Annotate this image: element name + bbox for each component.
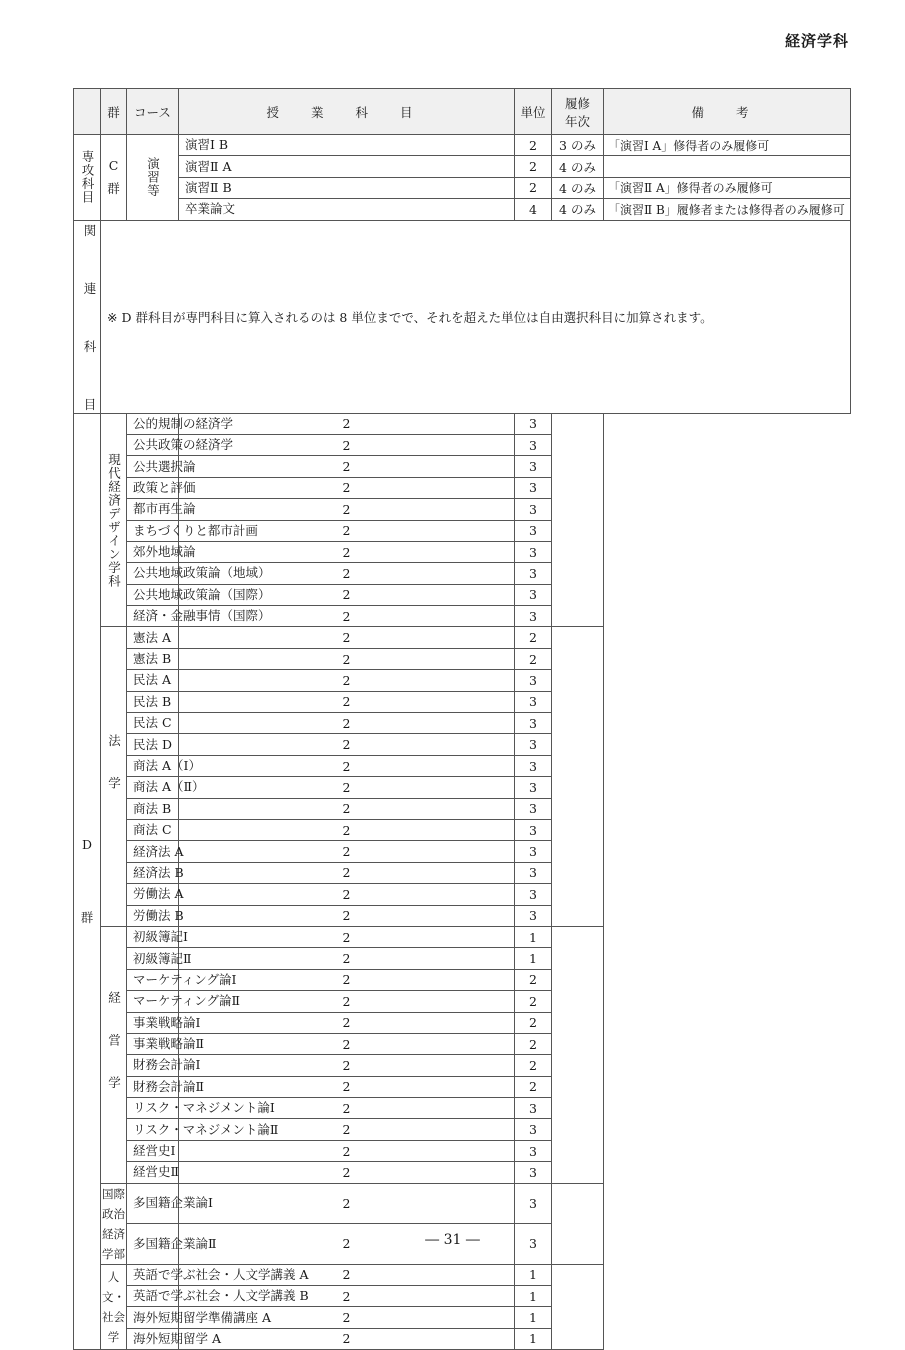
course-cell — [101, 413, 127, 627]
table-row — [74, 798, 851, 819]
table-row — [74, 926, 851, 947]
credit-cell: 2 — [179, 1307, 515, 1328]
group-c-suffix: 群 — [107, 180, 120, 196]
table-row — [74, 413, 851, 434]
credit-cell: 2 — [179, 670, 515, 691]
subject-cell: 商法 B — [127, 798, 179, 819]
table-row — [74, 135, 851, 156]
subject-cell: 憲法 B — [127, 648, 179, 669]
table-row — [74, 905, 851, 926]
year-cell: 3 — [515, 1098, 552, 1119]
subject-cell: マーケティング論Ⅱ — [127, 991, 179, 1012]
table-row — [74, 477, 851, 498]
table-row — [74, 1098, 851, 1119]
year-cell: 2 — [515, 969, 552, 990]
year-cell: 2 — [515, 1055, 552, 1076]
note-cell — [552, 926, 604, 1183]
table-row — [74, 1162, 851, 1183]
year-cell: 3 — [515, 520, 552, 541]
year-cell: 3 — [515, 862, 552, 883]
credit-cell: 2 — [179, 1076, 515, 1097]
subject-cell: 民法 C — [127, 713, 179, 734]
subject-cell: 英語で学ぶ社会・人文学講義 A — [127, 1264, 179, 1285]
group-d — [74, 413, 101, 1350]
credit-cell: 2 — [179, 884, 515, 905]
subject-cell: 民法 A — [127, 670, 179, 691]
subject-cell: 公共地域政策論（地域） — [127, 563, 179, 584]
year-cell: 1 — [515, 1307, 552, 1328]
note-cell — [552, 1183, 604, 1264]
credit-cell: 2 — [179, 520, 515, 541]
credit-cell: 2 — [179, 969, 515, 990]
table-row — [74, 841, 851, 862]
credit-cell: 2 — [179, 434, 515, 455]
year-cell: 2 — [515, 1076, 552, 1097]
year-cell: 3 — [515, 734, 552, 755]
subject-cell: 経営史Ⅱ — [127, 1162, 179, 1183]
table-row — [74, 499, 851, 520]
credit-cell: 2 — [179, 413, 515, 434]
credit-cell: 2 — [179, 1286, 515, 1307]
credit-cell: 2 — [179, 777, 515, 798]
credit-cell: 2 — [179, 627, 515, 648]
subject-cell: 事業戦略論Ⅰ — [127, 1012, 179, 1033]
header-group: 群 — [101, 89, 127, 135]
credit-cell: 2 — [179, 1098, 515, 1119]
subject-cell: 政策と評価 — [127, 477, 179, 498]
year-cell: 2 — [515, 991, 552, 1012]
year-cell: 4 のみ — [552, 177, 604, 198]
credit-cell: 2 — [179, 713, 515, 734]
category-major — [74, 135, 101, 221]
table-row — [74, 606, 851, 627]
year-cell: 3 — [515, 499, 552, 520]
note-cell: 「演習Ⅱ B」履修者または修得者のみ履修可 — [604, 199, 851, 220]
credit-cell: 2 — [179, 841, 515, 862]
credit-cell: 2 — [179, 1119, 515, 1140]
category-related-label — [80, 221, 100, 413]
credit-cell: 2 — [179, 606, 515, 627]
note-cell — [552, 1264, 604, 1350]
table-row — [74, 969, 851, 990]
credit-cell: 2 — [179, 926, 515, 947]
table-row — [74, 1119, 851, 1140]
year-cell: 3 — [515, 777, 552, 798]
subject-cell: 海外短期留学準備講座 A — [127, 1307, 179, 1328]
credit-cell: 2 — [179, 948, 515, 969]
table-row — [74, 991, 851, 1012]
table-row — [74, 1033, 851, 1054]
table-header — [74, 89, 851, 135]
credit-cell: 2 — [179, 563, 515, 584]
year-cell: 3 — [515, 713, 552, 734]
table-row — [74, 520, 851, 541]
course-seminar — [127, 135, 179, 221]
course-name-line: 社会学 — [102, 1309, 125, 1344]
credit-cell: 2 — [179, 691, 515, 712]
subject-cell: 都市再生論 — [127, 499, 179, 520]
header-blank — [74, 89, 101, 135]
table-row — [74, 541, 851, 562]
year-cell: 3 — [515, 434, 552, 455]
subject-cell: まちづくりと都市計画 — [127, 520, 179, 541]
table-row — [74, 1183, 851, 1224]
category-major-label: 専攻科目 — [80, 150, 95, 205]
credit-cell: 2 — [515, 177, 552, 198]
category-related-char: 関 — [83, 222, 97, 238]
year-cell: 1 — [515, 1264, 552, 1285]
table-row — [74, 563, 851, 584]
credit-cell: 2 — [179, 456, 515, 477]
year-cell: 2 — [515, 1033, 552, 1054]
year-cell: 3 — [515, 541, 552, 562]
year-cell: 3 — [515, 798, 552, 819]
credit-cell: 2 — [515, 156, 552, 177]
subject-cell: 民法 D — [127, 734, 179, 755]
table-row — [74, 1264, 851, 1285]
note-cell — [604, 156, 851, 177]
subject-cell: リスク・マネジメント論Ⅱ — [127, 1119, 179, 1140]
group-d-letter: D — [81, 836, 93, 852]
header-year-line2: 年次 — [564, 113, 590, 129]
table-row — [74, 1328, 851, 1349]
table-row — [74, 755, 851, 776]
table-row — [74, 1012, 851, 1033]
table-row — [74, 156, 851, 177]
year-cell: 3 — [515, 1140, 552, 1161]
year-cell: 3 — [515, 841, 552, 862]
credit-cell: 2 — [179, 905, 515, 926]
subject-cell: 商法 A（Ⅱ） — [127, 777, 179, 798]
group-d-notice: ※ D 群科目が専門科目に算入されるのは 8 単位までで、それを超えた単位は自由選択科目に加算されます。 — [101, 220, 851, 413]
year-cell: 2 — [515, 1012, 552, 1033]
year-cell: 1 — [515, 1328, 552, 1349]
table-row — [74, 1055, 851, 1076]
credit-cell: 2 — [179, 1328, 515, 1349]
table-row — [74, 456, 851, 477]
credit-cell: 2 — [179, 1033, 515, 1054]
year-cell: 2 — [515, 627, 552, 648]
course-cell — [101, 1183, 127, 1264]
credit-cell: 2 — [179, 499, 515, 520]
year-cell: 3 — [515, 884, 552, 905]
year-cell: 3 — [515, 563, 552, 584]
credit-cell: 2 — [179, 798, 515, 819]
table-row — [74, 670, 851, 691]
course-name-line: 人文・ — [102, 1269, 125, 1304]
course-name: 経営学 — [106, 991, 122, 1119]
credit-cell: 2 — [179, 755, 515, 776]
header-subject: 授 業 科 目 — [179, 89, 515, 135]
course-name: 現代経済デザイン学科 — [106, 452, 122, 588]
credit-cell: 4 — [515, 199, 552, 220]
subject-cell: 演習Ⅱ A — [179, 156, 515, 177]
category-related-char: 連 — [83, 280, 97, 296]
table-row — [74, 434, 851, 455]
subject-cell: 経済法 B — [127, 862, 179, 883]
year-cell: 3 — [515, 905, 552, 926]
credit-cell: 2 — [179, 1183, 515, 1224]
year-cell: 3 — [515, 1183, 552, 1224]
year-cell: 3 — [515, 1119, 552, 1140]
year-cell: 3 — [515, 1224, 552, 1265]
page-number: ― 31 ― — [425, 1232, 480, 1248]
subject-cell: 財務会計論Ⅰ — [127, 1055, 179, 1076]
subject-cell: 多国籍企業論Ⅱ — [127, 1224, 179, 1265]
department-title: 経済学科 — [784, 32, 849, 50]
subject-cell: 多国籍企業論Ⅰ — [127, 1183, 179, 1224]
course-cell — [101, 1264, 127, 1350]
table-row — [74, 713, 851, 734]
course-cell — [101, 926, 127, 1183]
credit-cell: 2 — [179, 1162, 515, 1183]
credit-cell: 2 — [179, 1264, 515, 1285]
subject-cell: 公共政策の経済学 — [127, 434, 179, 455]
credit-cell: 2 — [179, 734, 515, 755]
table-row — [74, 691, 851, 712]
credit-cell: 2 — [179, 991, 515, 1012]
table-row — [74, 1286, 851, 1307]
table-row — [74, 177, 851, 198]
year-cell: 3 — [515, 691, 552, 712]
year-cell: 3 — [515, 670, 552, 691]
subject-cell: 演習Ⅱ B — [179, 177, 515, 198]
year-cell: 3 — [515, 584, 552, 605]
year-cell: 4 のみ — [552, 156, 604, 177]
credit-cell: 2 — [179, 1012, 515, 1033]
course-name-line: 経済学部 — [102, 1226, 125, 1261]
subject-cell: 初級簿記Ⅱ — [127, 948, 179, 969]
group-c-letter: C — [108, 157, 119, 173]
curriculum-table — [73, 88, 851, 1350]
year-cell: 1 — [515, 926, 552, 947]
note-cell — [552, 627, 604, 926]
header-credit: 単位 — [515, 89, 552, 135]
header-note: 備 考 — [604, 89, 851, 135]
year-cell: 3 — [515, 413, 552, 434]
year-cell: 3 — [515, 755, 552, 776]
table-row — [74, 199, 851, 220]
course-cell — [101, 627, 127, 926]
subject-cell: マーケティング論Ⅰ — [127, 969, 179, 990]
group-d-suffix: 群 — [80, 909, 94, 925]
table-row — [74, 1140, 851, 1161]
subject-cell: 郊外地域論 — [127, 541, 179, 562]
credit-cell: 2 — [179, 477, 515, 498]
subject-cell: 労働法 A — [127, 884, 179, 905]
year-cell: 1 — [515, 948, 552, 969]
credit-cell: 2 — [179, 1140, 515, 1161]
category-related — [74, 220, 101, 413]
table-row — [74, 884, 851, 905]
year-cell: 3 — [515, 606, 552, 627]
table-row — [74, 862, 851, 883]
table-row — [74, 1076, 851, 1097]
credit-cell: 2 — [179, 648, 515, 669]
subject-cell: 労働法 B — [127, 905, 179, 926]
subject-cell: 民法 B — [127, 691, 179, 712]
table-row — [74, 819, 851, 840]
subject-cell: 演習Ⅰ B — [179, 135, 515, 156]
subject-cell: 初級簿記Ⅰ — [127, 926, 179, 947]
year-cell: 3 — [515, 456, 552, 477]
credit-cell: 2 — [179, 541, 515, 562]
credit-cell: 2 — [179, 1055, 515, 1076]
year-cell: 3 のみ — [552, 135, 604, 156]
subject-cell: 公共選択論 — [127, 456, 179, 477]
credit-cell: 2 — [179, 862, 515, 883]
course-seminar-label: 演習等 — [145, 157, 161, 198]
year-cell: 4 のみ — [552, 199, 604, 220]
table-row — [74, 648, 851, 669]
header-year — [552, 89, 604, 135]
year-cell: 3 — [515, 1162, 552, 1183]
table-row — [74, 777, 851, 798]
header-course: コース — [127, 89, 179, 135]
subject-cell: 憲法 A — [127, 627, 179, 648]
table-row — [74, 1307, 851, 1328]
table-row — [74, 948, 851, 969]
table-row — [74, 734, 851, 755]
year-cell: 3 — [515, 819, 552, 840]
category-related-char: 目 — [83, 396, 97, 412]
subject-cell: 海外短期留学 A — [127, 1328, 179, 1349]
credit-cell: 2 — [515, 135, 552, 156]
note-cell: 「演習Ⅱ A」修得者のみ履修可 — [604, 177, 851, 198]
subject-cell: 財務会計論Ⅱ — [127, 1076, 179, 1097]
subject-cell: 公共地域政策論（国際） — [127, 584, 179, 605]
subject-cell: 卒業論文 — [179, 199, 515, 220]
subject-cell: 公的規制の経済学 — [127, 413, 179, 434]
year-cell: 1 — [515, 1286, 552, 1307]
course-name-line: 国際政治 — [102, 1186, 125, 1221]
credit-cell: 2 — [179, 584, 515, 605]
year-cell: 3 — [515, 477, 552, 498]
category-related-char: 科 — [83, 338, 97, 354]
credit-cell: 2 — [179, 1224, 515, 1265]
subject-cell: 英語で学ぶ社会・人文学講義 B — [127, 1286, 179, 1307]
subject-cell: 経済・金融事情（国際） — [127, 606, 179, 627]
note-cell: 「演習Ⅰ A」修得者のみ履修可 — [604, 135, 851, 156]
subject-cell: 経済法 A — [127, 841, 179, 862]
header-year-line1: 履修 — [564, 95, 590, 111]
subject-cell: 事業戦略論Ⅱ — [127, 1033, 179, 1054]
course-name: 法学 — [106, 734, 122, 820]
credit-cell: 2 — [179, 819, 515, 840]
table-row — [74, 584, 851, 605]
year-cell: 2 — [515, 648, 552, 669]
subject-cell: 商法 C — [127, 819, 179, 840]
note-cell — [552, 413, 604, 627]
table-row — [74, 627, 851, 648]
subject-cell: リスク・マネジメント論Ⅰ — [127, 1098, 179, 1119]
table-row — [74, 220, 851, 413]
subject-cell: 経営史Ⅰ — [127, 1140, 179, 1161]
group-c — [101, 135, 127, 221]
subject-cell: 商法 A（Ⅰ） — [127, 755, 179, 776]
